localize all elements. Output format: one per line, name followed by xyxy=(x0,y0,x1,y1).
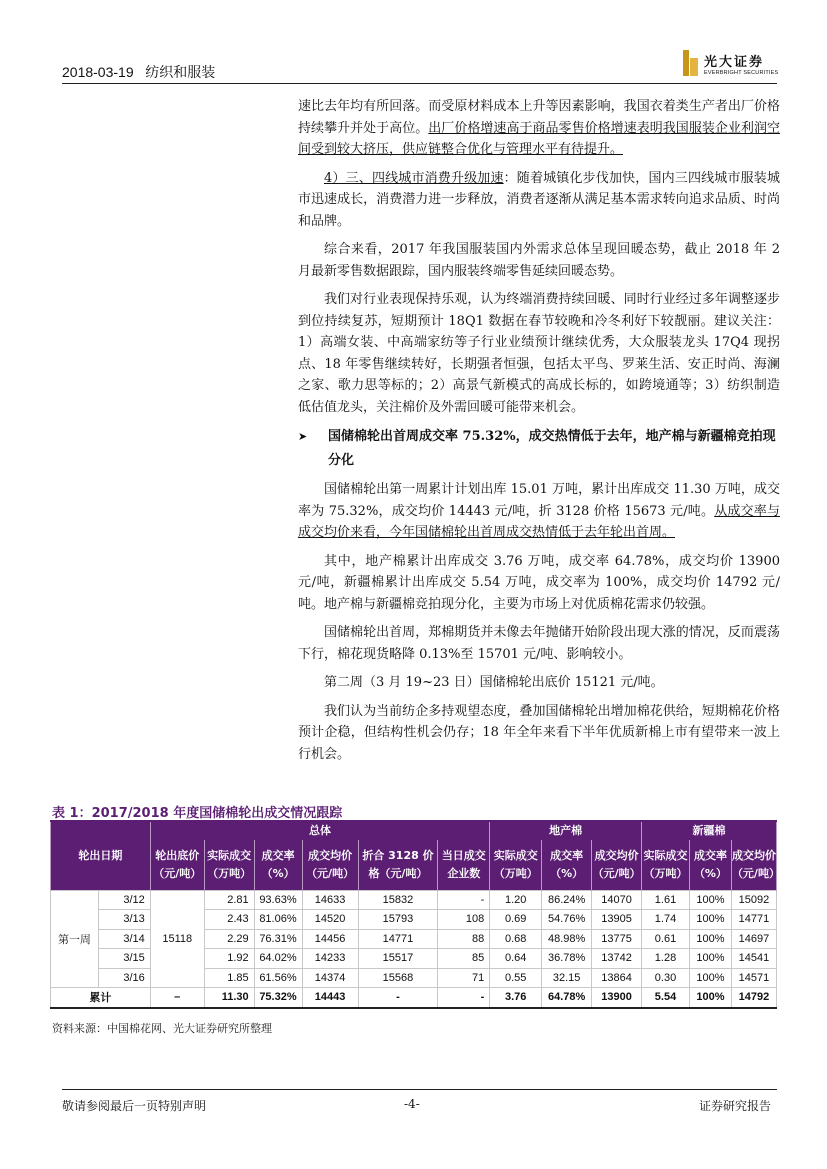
header-local-group: 地产棉 xyxy=(490,822,642,840)
paragraph: 4）三、四线城市消费升级加速：随着城镇化步伐加快，国内三四线城市服装城市迅速成长，消费潜力进一步释放，消费者逐渐从满足基本需求转向追求品质、时尚和品牌。 xyxy=(298,170,780,229)
underlined-text: 从成交率与成交均价来看，今年国储棉轮出首周成交热情低于去年轮出首周。 xyxy=(298,503,780,540)
section-bullet xyxy=(298,425,780,473)
table-row: 3/13 2.43 81.06% 14520 15793 108 0.69 54.76% 13905 1.74 100% 14771 xyxy=(51,910,777,930)
underlined-text: 出厂价格增速高于商品零售价格增速表明我国服装企业利润空间受到较大挤压，供应链整合优化与管理水平有待提升。 xyxy=(298,120,780,157)
paragraph: 第二周（3 月 19~23 日）国储棉轮出底价 15121 元/吨。 xyxy=(324,675,664,690)
header-3128-price: 折合 3128 价格（元/吨） xyxy=(358,840,438,890)
header-firms: 当日成交企业数 xyxy=(438,840,490,890)
header-xj-rate: 成交率（%） xyxy=(689,840,731,890)
header-xj-actual: 实际成交（万吨） xyxy=(642,840,690,890)
header-rate: 成交率（%） xyxy=(254,840,302,890)
table-row: 3/14 2.29 76.31% 14456 14771 88 0.68 48.98% 13775 0.61 100% 14697 xyxy=(51,929,777,949)
paragraph: 国储棉轮出第一周累计计划出库 15.01 万吨，累计出库成交 11.30 万吨，成交率为 75.32%，成交均价 14443 元/吨，折 3128 价格 15673 元/吨。从成交率与成交均价来看，今年国储棉轮出首周成交热情低于去年轮出首周。 xyxy=(298,482,780,540)
header-date-sector xyxy=(62,62,215,82)
header-xj-avg: 成交均价（元/吨） xyxy=(731,840,776,890)
table-title: 表 1：2017/2018 年度国储棉轮出成交情况跟踪 xyxy=(52,806,343,821)
paragraph: 其中，地产棉累计出库成交 3.76 万吨，成交率 64.78%，成交均价 13900 元/吨，新疆棉累计出库成交 5.54 万吨，成交率为 100%，成交均价 14792 元/吨。地产棉与新疆棉竞拍现分化，主要为市场上对优质棉花需求仍较强。 xyxy=(298,553,780,612)
week-label: 第一周 xyxy=(51,890,99,988)
logo-mark-icon xyxy=(683,50,698,76)
logo-name-cn: 光大证券 xyxy=(704,54,765,70)
cotton-auction-table xyxy=(50,822,780,1009)
report-sector: 纺织和服装 xyxy=(145,64,216,80)
table-row: 3/16 1.85 61.56% 14374 15568 71 0.55 32.15 13864 0.30 100% 14571 xyxy=(51,968,777,988)
underlined-heading: 4）三、四线城市消费升级加速 xyxy=(324,170,504,186)
footer-disclaimer: 敬请参阅最后一页特别声明 xyxy=(62,1099,207,1113)
header-avg-price: 成交均价（元/吨） xyxy=(302,840,358,890)
company-logo xyxy=(683,50,778,76)
total-label: 累计 xyxy=(51,988,151,1008)
paragraph: 我们对行业表现保持乐观，认为终端消费持续回暖、同时行业经过多年调整逐步到位持续复苏，短期预计 18Q1 数据在春节较晚和冷冬利好下较靓丽。建议关注：1）高端女装、中高端家纺等子行业业绩预计继续优秀，大众服装龙头 17Q4 现拐点、18 年零售继续转好，长期强者恒强，包括太平鸟、罗莱生活、安正时尚、海澜之家、歌力思等标的；2）高景气新模式的高成长标的，如跨境通等；3）纺织制造低估值龙头，关注棉价及外需回暖可能带来机会。 xyxy=(298,292,780,415)
header-date: 轮出日期 xyxy=(51,822,151,890)
header-local-rate: 成交率（%） xyxy=(542,840,592,890)
footer-divider xyxy=(62,1089,777,1090)
table-total-row: 累计 – 11.30 75.32% 14443 - - 3.76 64.78% 13900 5.54 100% 14792 xyxy=(51,988,777,1008)
arrow-bullet-icon: ➤ xyxy=(298,430,308,443)
paragraph: 国储棉轮出首周，郑棉期货并未像去年抛储开始阶段出现大涨的情况，反而震荡下行，棉花现货略降 0.13%至 15701 元/吨、影响较小。 xyxy=(298,625,780,662)
header-divider xyxy=(62,83,777,84)
section-heading: 国储棉轮出首周成交率 75.32%，成交热情低于去年，地产棉与新疆棉竞拍现分化 xyxy=(328,429,776,468)
table-row: 第一周 3/12 15118 2.81 93.63% 14633 15832 - 1.20 86.24% 14070 1.61 100% 15092 xyxy=(51,890,777,910)
header-local-avg: 成交均价（元/吨） xyxy=(592,840,642,890)
logo-name-en: EVERBRIGHT SECURITIES xyxy=(704,69,779,76)
header-base-price: 轮出底价（元/吨） xyxy=(150,840,204,890)
page-number: -4- xyxy=(404,1097,420,1111)
base-price-cell: 15118 xyxy=(150,890,204,988)
header-xinjiang-group: 新疆棉 xyxy=(642,822,777,840)
report-body xyxy=(298,96,780,772)
paragraph: 速比去年均有所回落。而受原材料成本上升等因素影响，我国衣着类生产者出厂价格持续攀升并处于高位。出厂价格增速高于商品零售价格增速表明我国服装企业利润空间受到较大挤压，供应链整合优化与管理水平有待提升。 xyxy=(298,99,780,157)
table-source: 资料来源：中国棉花网、光大证券研究所整理 xyxy=(52,1022,272,1035)
header-total-group: 总体 xyxy=(150,822,489,840)
header-actual: 实际成交（万吨） xyxy=(204,840,254,890)
report-date: 2018-03-19 xyxy=(62,64,134,80)
header-local-actual: 实际成交（万吨） xyxy=(490,840,542,890)
table-row: 3/15 1.92 64.02% 14233 15517 85 0.64 36.78% 13742 1.28 100% 14541 xyxy=(51,949,777,969)
paragraph: 我们认为当前纺企多持观望态度，叠加国储棉轮出增加棉花供给，短期棉花价格预计企稳，但结构性机会仍存；18 年全年来看下半年优质新棉上市有望带来一波上行机会。 xyxy=(298,703,780,762)
footer-report-type: 证券研究报告 xyxy=(699,1099,772,1113)
paragraph: 综合来看，2017 年我国服装国内外需求总体呈现回暖态势，截止 2018 年 2 月最新零售数据跟踪，国内服装终端零售延续回暖态势。 xyxy=(298,242,780,279)
